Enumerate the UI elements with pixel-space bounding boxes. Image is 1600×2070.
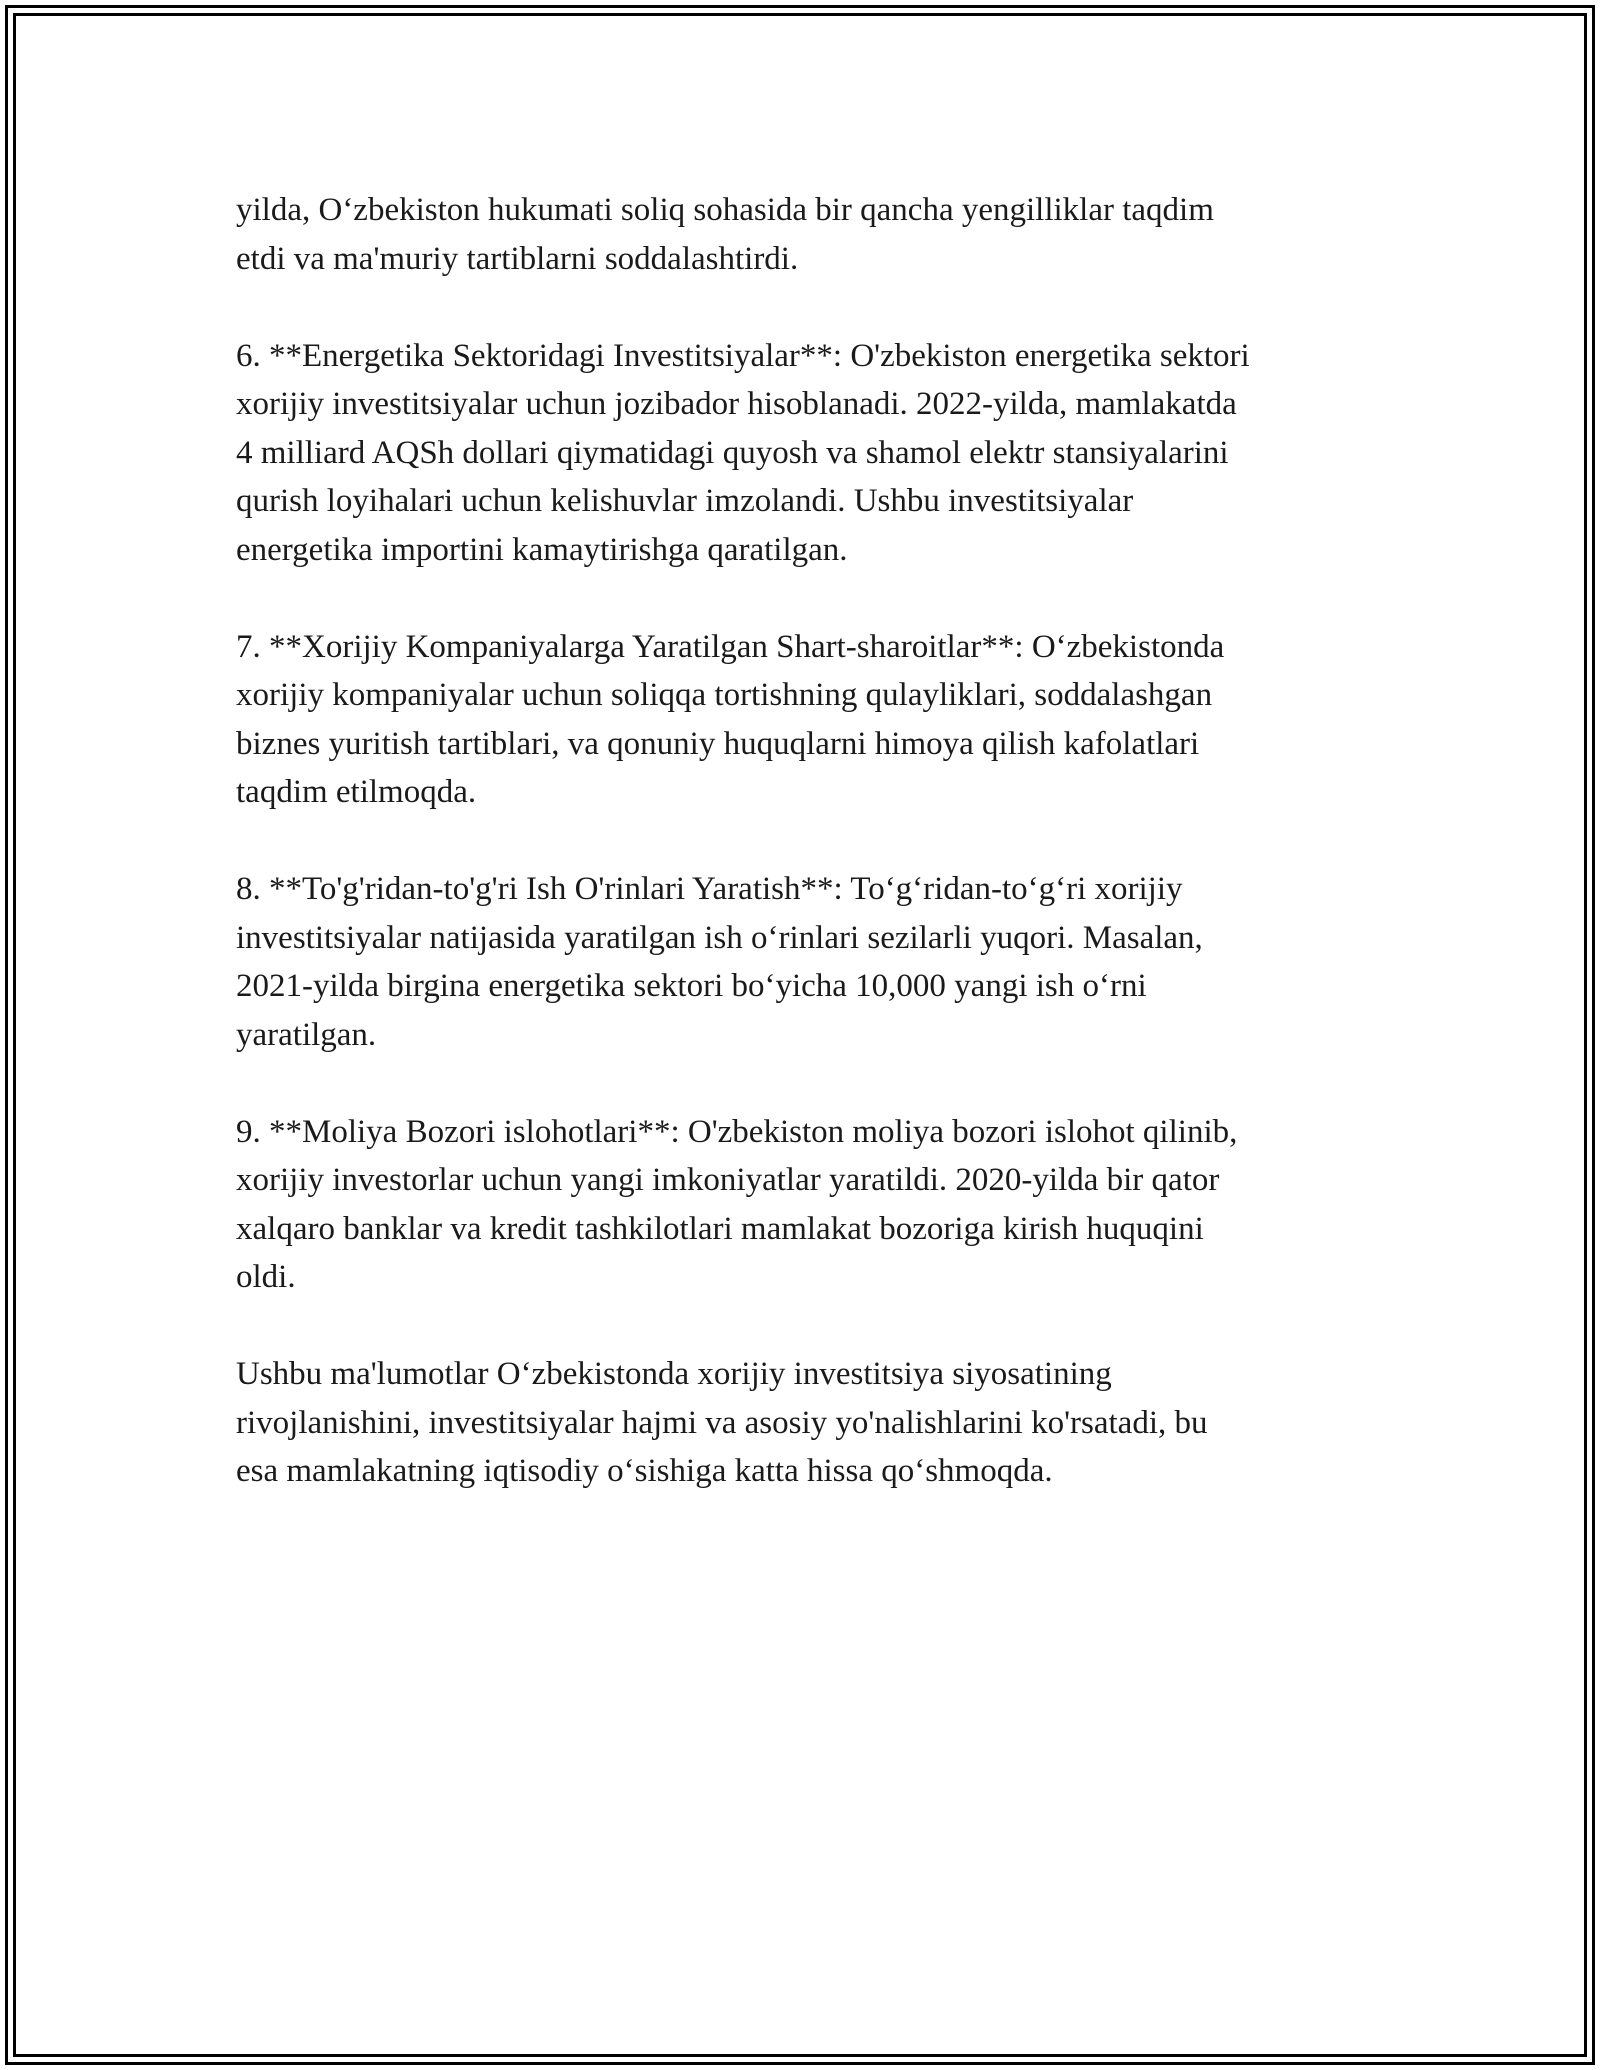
text-line: xorijiy kompaniyalar uchun soliqqa tortishning qulayliklari, soddalashgan [236, 677, 1213, 713]
document-body [236, 186, 1376, 1544]
paragraph-item-6 [236, 332, 1376, 575]
paragraph-item-8 [236, 865, 1376, 1059]
paragraph-intro-continuation [236, 186, 1376, 283]
text-line: oldi. [236, 1259, 296, 1295]
text-line: yilda, O‘zbekiston hukumati soliq sohasida bir qancha yengilliklar taqdim [236, 192, 1214, 228]
text-line: yaratilgan. [236, 1016, 377, 1053]
text-line: 8. **To'g'ridan-to'g'ri Ish O'rinlari Yaratish**: To‘g‘ridan-to‘g‘ri xorijiy [236, 871, 1183, 907]
paragraph-conclusion [236, 1350, 1376, 1496]
text-line: esa mamlakatning iqtisodiy o‘sishiga katta hissa qo‘shmoqda. [236, 1453, 1053, 1489]
text-line: xorijiy investorlar uchun yangi imkoniyatlar yaratildi. 2020-yilda bir qator [236, 1162, 1220, 1198]
text-line: qurish loyihalari uchun kelishuvlar imzolandi. Ushbu investitsiyalar [236, 483, 1134, 519]
text-line: biznes yuritish tartiblari, va qonuniy huquqlarni himoya qilish kafolatlari [236, 725, 1200, 762]
text-line: 6. **Energetika Sektoridagi Investitsiyalar**: O'zbekiston energetika sektori [236, 337, 1250, 374]
text-line: 9. **Moliya Bozori islohotlari**: O'zbekiston moliya bozori islohot qilinib, [236, 1113, 1238, 1150]
text-line: energetika importini kamaytirishga qaratilgan. [236, 531, 848, 568]
text-line: xorijiy investitsiyalar uchun jozibador hisoblanadi. 2022-yilda, mamlakatda [236, 386, 1237, 422]
text-line: investitsiyalar natijasida yaratilgan ish o‘rinlari sezilarli yuqori. Masalan, [236, 919, 1203, 956]
text-line: etdi va ma'muriy tartiblarni soddalashtirdi. [236, 240, 799, 277]
paragraph-item-7 [236, 623, 1376, 817]
text-line: rivojlanishini, investitsiyalar hajmi va asosiy yo'nalishlarini ko'rsatadi, bu [236, 1404, 1208, 1441]
text-line: 2021-yilda birgina energetika sektori bo‘yicha 10,000 yangi ish o‘rni [236, 968, 1147, 1004]
text-line: xalqaro banklar va kredit tashkilotlari mamlakat bozoriga kirish huquqini [236, 1210, 1204, 1247]
text-line: 7. **Xorijiy Kompaniyalarga Yaratilgan Shart-sharoitlar**: O‘zbekistonda [236, 628, 1225, 665]
text-line: Ushbu ma'lumotlar O‘zbekistonda xorijiy investitsiya siyosatining [236, 1356, 1112, 1392]
text-line: taqdim etilmoqda. [236, 774, 477, 810]
paragraph-item-9 [236, 1108, 1376, 1302]
text-line: 4 milliard AQSh dollari qiymatidagi quyosh va shamol elektr stansiyalarini [236, 434, 1229, 471]
